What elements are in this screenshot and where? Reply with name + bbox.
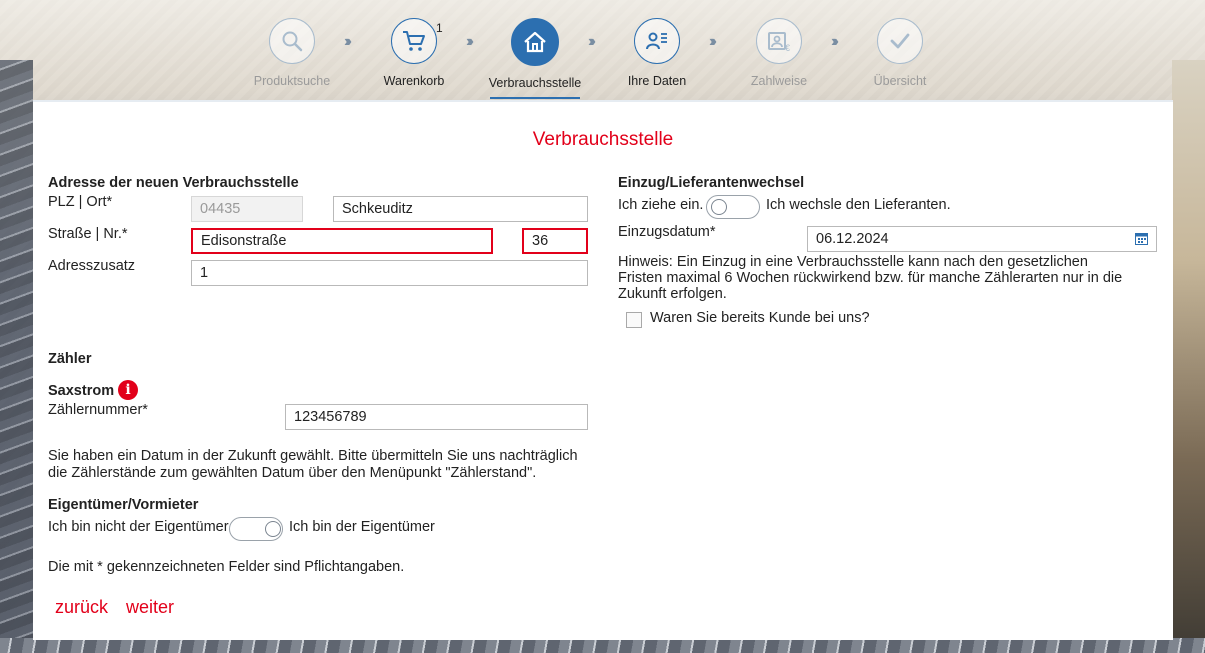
step-produktsuche[interactable]	[242, 18, 342, 88]
chevrons-icon: ›››	[466, 33, 470, 50]
checkout-stepper	[0, 0, 1205, 100]
step-zahlweise[interactable]	[729, 18, 829, 88]
chevrons-icon: ›››	[831, 33, 835, 50]
step-label: Warenkorb	[383, 74, 445, 88]
active-step-underline	[490, 97, 580, 99]
background-right	[1172, 60, 1205, 653]
main-panel	[33, 100, 1173, 640]
page-title: Verbrauchsstelle	[532, 129, 674, 150]
background-bottom	[0, 638, 1205, 653]
street-field[interactable]: Edisonstraße	[191, 228, 493, 254]
step-label: Übersicht	[873, 74, 927, 88]
move-in-label: Ich ziehe ein.	[618, 197, 704, 213]
address-extra-field[interactable]: 1	[191, 260, 588, 286]
cart-count-badge: 1	[436, 21, 443, 35]
move-in-toggle[interactable]	[706, 195, 760, 219]
move-in-date-label: Einzugsdatum*	[618, 224, 716, 240]
chevrons-icon: ›››	[588, 33, 592, 50]
existing-customer-checkbox[interactable]	[626, 312, 642, 328]
plz-ort-label: PLZ | Ort*	[48, 194, 113, 210]
ort-field[interactable]: Schkeuditz	[333, 196, 588, 222]
meter-heading: Zähler	[48, 351, 92, 367]
plz-field[interactable]: 04435	[191, 196, 303, 222]
next-link[interactable]: weiter	[126, 597, 175, 617]
move-in-date-value: 06.12.2024	[816, 231, 889, 247]
step-warenkorb[interactable]	[364, 18, 464, 88]
future-date-notice: Sie haben ein Datum in der Zukunft gewählt. Bitte übermitteln Sie uns nachträglich die Zählerstände zum gewählten Datum über den Menüpunkt "Zählerstand".	[48, 448, 578, 481]
owner-heading: Eigentümer/Vormieter	[48, 497, 199, 513]
home-icon	[511, 18, 559, 66]
existing-customer-label: Waren Sie bereits Kunde bei uns?	[650, 310, 870, 326]
background-left	[0, 60, 33, 653]
supplier-switch-label: Ich wechsle den Lieferanten.	[766, 197, 951, 213]
owner-toggle[interactable]	[229, 517, 283, 541]
person-list-icon	[634, 18, 680, 64]
check-icon	[877, 18, 923, 64]
meter-number-label: Zählernummer*	[48, 402, 148, 418]
step-label: Ihre Daten	[627, 74, 687, 88]
toggle-knob	[265, 521, 281, 537]
meter-product-name: Saxstrom	[48, 383, 115, 399]
svg-text:€: €	[785, 43, 791, 53]
street-label: Straße | Nr.*	[48, 226, 128, 242]
required-fields-note: Die mit * gekennzeichneten Felder sind Pflichtangaben.	[48, 559, 405, 575]
owner-left-label: Ich bin nicht der Eigentümer	[48, 519, 229, 535]
payment-icon	[756, 18, 802, 64]
house-number-field[interactable]: 36	[522, 228, 588, 254]
step-label: Zahlweise	[750, 74, 808, 88]
meter-number-field[interactable]: 123456789	[285, 404, 588, 430]
owner-right-label: Ich bin der Eigentümer	[289, 519, 435, 535]
step-verbrauchsstelle[interactable]	[485, 18, 585, 90]
step-ihre-daten[interactable]	[607, 18, 707, 88]
step-label: Verbrauchsstelle	[488, 76, 582, 90]
info-icon[interactable]: i	[118, 380, 138, 400]
toggle-knob	[711, 199, 727, 215]
switch-heading: Einzug/Lieferantenwechsel	[618, 175, 805, 191]
chevrons-icon: ›››	[709, 33, 713, 50]
cart-icon	[391, 18, 437, 64]
step-label: Produktsuche	[253, 74, 331, 88]
calendar-icon[interactable]	[1135, 232, 1148, 249]
move-in-hint: Hinweis: Ein Einzug in eine Verbrauchsstelle kann nach den gesetzlichen Fristen maximal 6 Wochen rückwirkend bzw. für manche Zählerarten nur in die Zukunft erfolgen.	[618, 254, 1123, 302]
search-icon	[269, 18, 315, 64]
back-link[interactable]: zurück	[55, 597, 109, 617]
address-heading: Adresse der neuen Verbrauchsstelle	[48, 175, 299, 191]
chevrons-icon: ›››	[344, 33, 348, 50]
move-in-date-field[interactable]	[807, 226, 1157, 252]
address-extra-label: Adresszusatz	[48, 258, 136, 274]
step-uebersicht[interactable]	[850, 18, 950, 88]
